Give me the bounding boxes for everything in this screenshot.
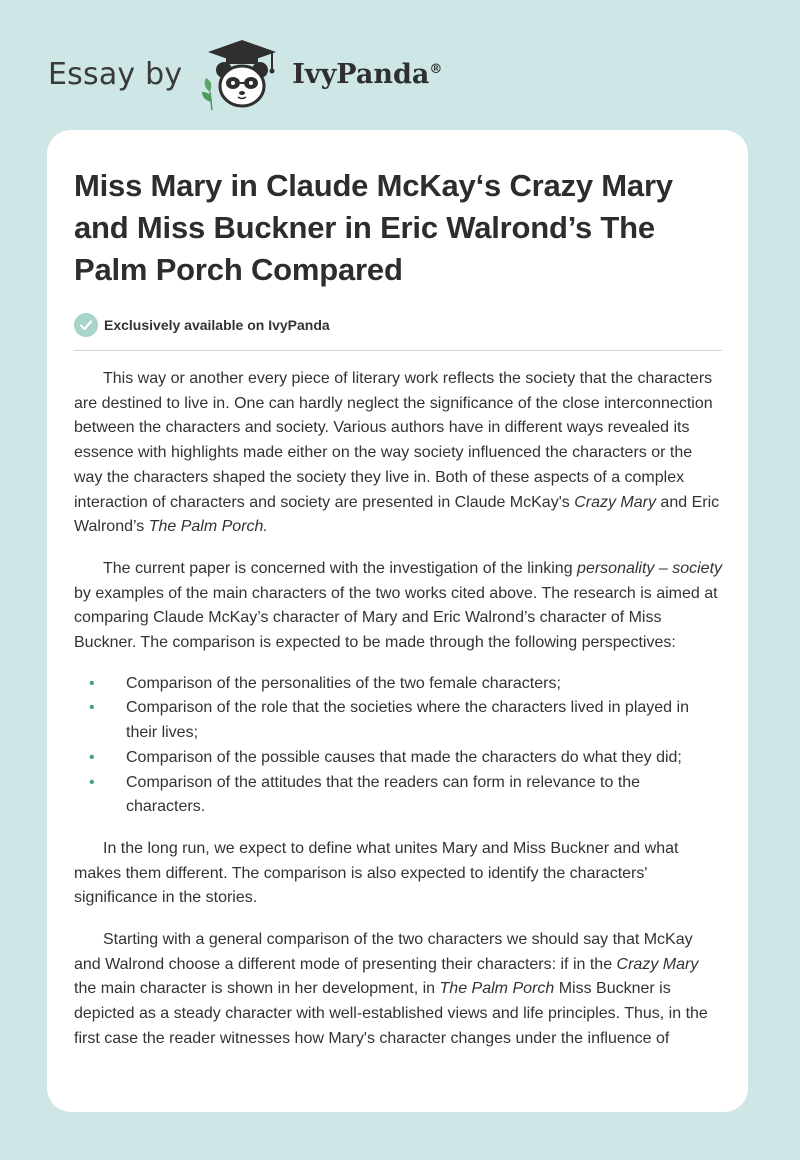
p1-em-crazy-mary: Crazy Mary [574, 493, 656, 511]
exclusive-badge [74, 313, 722, 337]
p2-a: The current paper is concerned with the investigation of the linking [103, 559, 578, 577]
brand-text[interactable]: IvyPanda [292, 58, 430, 90]
list-item [74, 696, 722, 745]
p1-em-palm-porch: The Palm Porch. [148, 518, 268, 536]
list-item [74, 746, 722, 771]
p4-a: Starting with a general comparison of the two characters we should say that McKay and Walrond choose a different mode of presenting their characters: if in the [74, 931, 693, 973]
title-divider [74, 350, 722, 351]
paragraph-4 [74, 928, 722, 1052]
essay-by-label: Essay by [48, 56, 183, 92]
p4-em-crazy-mary: Crazy Mary [616, 955, 699, 973]
p2-em: personality – society [577, 559, 723, 577]
list-item [74, 672, 722, 697]
exclusive-label: Exclusively available on IvyPanda [104, 317, 330, 333]
list-item-text: Comparison of the attitudes that the readers can form in relevance to the characters. [126, 773, 641, 816]
list-item-text: Comparison of the personalities of the two female characters; [126, 674, 561, 692]
page-title: Miss Mary in Claude McKay‘s Crazy Mary and Miss Buckner in Eric Walrond’s The Palm Porch Compared [74, 168, 673, 287]
registered-mark: ® [429, 61, 443, 77]
bullet-icon: • [89, 674, 95, 692]
essay-body [74, 367, 722, 1052]
paragraph-1 [74, 367, 722, 540]
perspectives-list [74, 672, 722, 820]
paragraph-3: In the long run, we expect to define what unites Mary and Miss Buckner and what makes them different. The comparison is also expected to identify the characters' significance in the stories. [74, 839, 679, 907]
essay-card [47, 130, 748, 1112]
list-item-text: Comparison of the role that the societies where the characters lived in played in their lives; [126, 699, 689, 742]
check-icon [74, 313, 98, 337]
p1-text: This way or another every piece of literary work reflects the society that the characters are destined to live in. One can hardly neglect the significance of the close interconnection between the characters and society. Various authors have in different ways revealed its essence with highlights made either on the way society influenced the characters or the way the characters shaped the society they live in. Both of these aspects of a complex interaction of characters and society are presented in Claude McKay's [74, 370, 713, 511]
p1-mid: and Eric Walrond’s [74, 493, 720, 536]
p4-c: Miss Buckner is depicted as a steady character with well-established views and life principles. Thus, in the first case the reader witnesses how Mary's character changes under the influence of [74, 980, 708, 1047]
bullet-icon: • [89, 773, 95, 791]
paragraph-2 [74, 557, 722, 656]
site-header [48, 34, 442, 114]
panda-logo-icon[interactable] [196, 36, 288, 112]
p2-b: by examples of the main characters of the two works cited above. The research is aimed at comparing Claude McKay’s character of Mary and Eric Walrond’s character of Miss Buckner. The comparison is expected to be made through the following perspectives: [74, 584, 718, 652]
brand-name[interactable] [292, 59, 442, 90]
p4-em-palm-porch: The Palm Porch [439, 980, 555, 998]
list-item-text: Comparison of the possible causes that made the characters do what they did; [126, 748, 682, 766]
bullet-icon: • [89, 699, 95, 717]
bullet-icon: • [89, 748, 95, 766]
p4-b: the main character is shown in her development, in [74, 980, 440, 998]
list-item [74, 771, 722, 820]
